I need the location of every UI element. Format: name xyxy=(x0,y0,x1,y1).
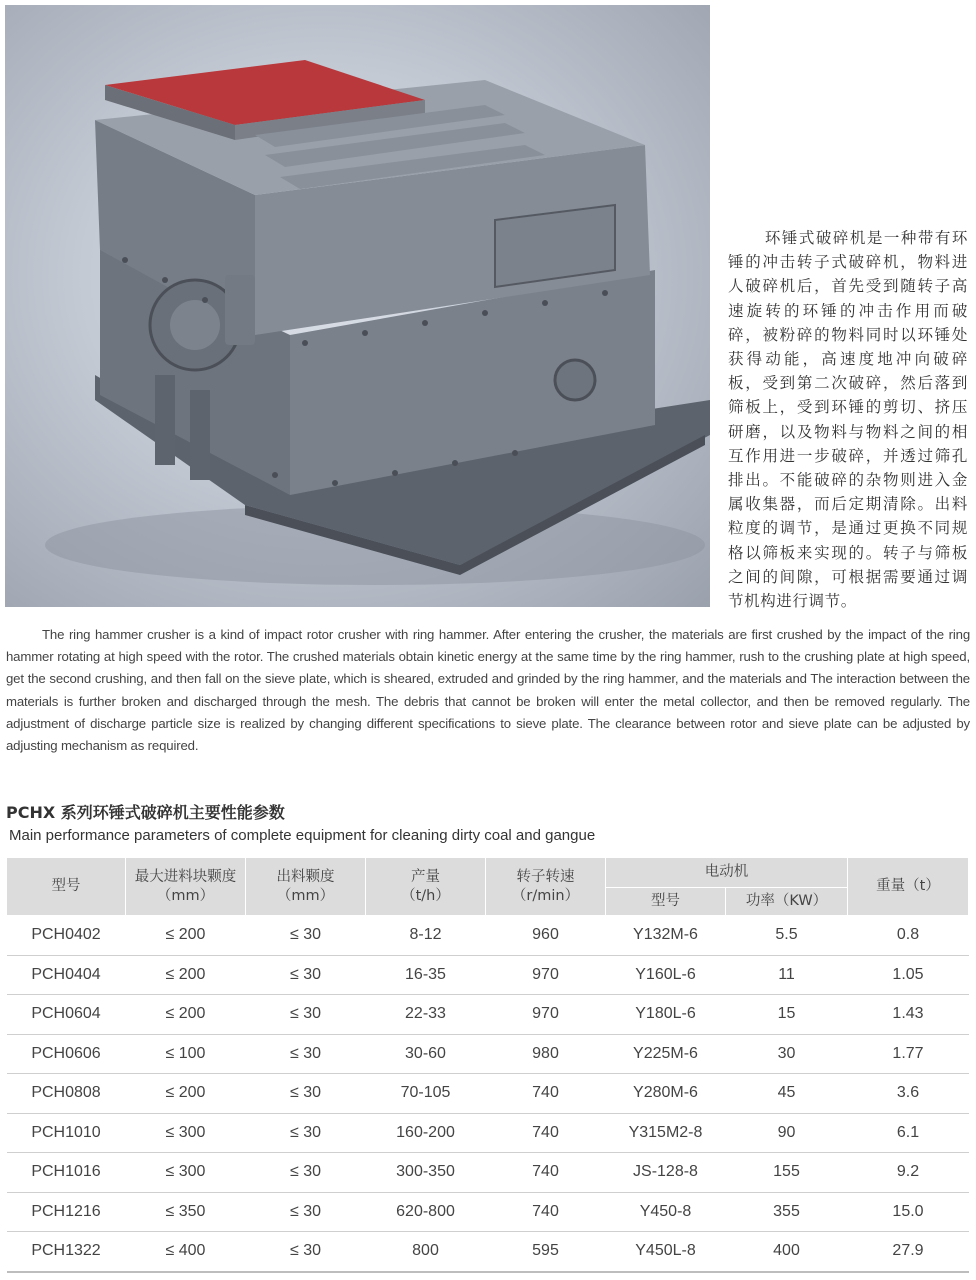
cell-max-feed: ≤ 200 xyxy=(126,916,246,956)
cell-rotor-speed: 970 xyxy=(486,995,606,1035)
cell-rotor-speed: 740 xyxy=(486,1113,606,1153)
header-output xyxy=(366,858,486,916)
header-weight: 重量（t） xyxy=(848,858,969,916)
cell-motor-power: 30 xyxy=(726,1034,848,1074)
table-row xyxy=(7,1074,969,1114)
header-max-feed xyxy=(126,858,246,916)
cell-output: 8-12 xyxy=(366,916,486,956)
table-row xyxy=(7,1192,969,1232)
cell-max-feed: ≤ 200 xyxy=(126,995,246,1035)
cell-discharge: ≤ 30 xyxy=(246,1232,366,1272)
table-row xyxy=(7,1153,969,1193)
crusher-illustration xyxy=(5,5,710,607)
product-photo xyxy=(5,5,710,607)
cell-max-feed: ≤ 100 xyxy=(126,1034,246,1074)
cell-model: PCH1322 xyxy=(7,1232,126,1272)
cell-motor-power: 90 xyxy=(726,1113,848,1153)
cell-rotor-speed: 595 xyxy=(486,1232,606,1272)
cell-output: 300-350 xyxy=(366,1153,486,1193)
cell-model: PCH1016 xyxy=(7,1153,126,1193)
cell-rotor-speed: 740 xyxy=(486,1192,606,1232)
cell-weight: 27.9 xyxy=(848,1232,969,1272)
cell-max-feed: ≤ 350 xyxy=(126,1192,246,1232)
header-output-label: 产量 xyxy=(411,868,440,885)
header-model: 型号 xyxy=(7,858,126,916)
cell-discharge: ≤ 30 xyxy=(246,916,366,956)
cell-rotor-speed: 970 xyxy=(486,955,606,995)
cell-model: PCH1010 xyxy=(7,1113,126,1153)
cell-output: 30-60 xyxy=(366,1034,486,1074)
cell-weight: 1.05 xyxy=(848,955,969,995)
cell-discharge: ≤ 30 xyxy=(246,1113,366,1153)
cell-model: PCH0604 xyxy=(7,995,126,1035)
cell-output: 16-35 xyxy=(366,955,486,995)
cell-motor-power: 5.5 xyxy=(726,916,848,956)
cell-rotor-speed: 740 xyxy=(486,1153,606,1193)
description-chinese-text: 环锤式破碎机是一种带有环锤的冲击转子式破碎机，物料进人破碎机后，首先受到随转子高速旋转的环锤的冲击作用而破碎，被粉碎的物料同时以环锤处获得动能，高速度地冲向破碎板，受到第二次破碎，然后落到筛板上，受到环锤的剪切、挤压研磨，以及物料与物料之间的相互作用进一步破碎，并透过筛孔排出。不能破碎的杂物则进入金属收集器，而后定期清除。出料粒度的调节，是通过更换不同规格以筛板来实现的。转子与筛板之间的间隙，可根据需要通过调节机构进行调节。 xyxy=(728,229,968,611)
cell-output: 22-33 xyxy=(366,995,486,1035)
cell-output: 800 xyxy=(366,1232,486,1272)
cell-motor-power: 45 xyxy=(726,1074,848,1114)
header-rotor-speed-unit: （r/min） xyxy=(511,887,580,904)
cell-motor-model: Y315M2-8 xyxy=(606,1113,726,1153)
header-max-feed-unit: （mm） xyxy=(156,887,215,904)
description-english xyxy=(6,624,970,757)
cell-weight: 1.43 xyxy=(848,995,969,1035)
cell-motor-model: Y160L-6 xyxy=(606,955,726,995)
header-motor-power: 功率（KW） xyxy=(726,888,848,916)
cell-max-feed: ≤ 300 xyxy=(126,1153,246,1193)
cell-motor-model: JS-128-8 xyxy=(606,1153,726,1193)
section-title: PCHX 系列环锤式破碎机主要性能参数 xyxy=(6,803,285,822)
cell-weight: 1.77 xyxy=(848,1034,969,1074)
table-row xyxy=(7,995,969,1035)
cell-output: 160-200 xyxy=(366,1113,486,1153)
cell-discharge: ≤ 30 xyxy=(246,955,366,995)
cell-weight: 6.1 xyxy=(848,1113,969,1153)
cell-rotor-speed: 740 xyxy=(486,1074,606,1114)
header-discharge xyxy=(246,858,366,916)
cell-discharge: ≤ 30 xyxy=(246,1153,366,1193)
header-discharge-unit: （mm） xyxy=(276,887,335,904)
cell-weight: 9.2 xyxy=(848,1153,969,1193)
cell-model: PCH0808 xyxy=(7,1074,126,1114)
header-rotor-speed-label: 转子转速 xyxy=(516,868,575,885)
cell-discharge: ≤ 30 xyxy=(246,1074,366,1114)
header-max-feed-label: 最大进料块颗度 xyxy=(134,868,237,885)
table-row xyxy=(7,1113,969,1153)
cell-rotor-speed: 980 xyxy=(486,1034,606,1074)
header-discharge-label: 出料颗度 xyxy=(276,868,335,885)
cell-output: 70-105 xyxy=(366,1074,486,1114)
table-row xyxy=(7,1034,969,1074)
cell-rotor-speed: 960 xyxy=(486,916,606,956)
cell-max-feed: ≤ 200 xyxy=(126,955,246,995)
cell-motor-model: Y180L-6 xyxy=(606,995,726,1035)
cell-motor-power: 155 xyxy=(726,1153,848,1193)
cell-max-feed: ≤ 200 xyxy=(126,1074,246,1114)
cell-motor-model: Y450L-8 xyxy=(606,1232,726,1272)
table-row xyxy=(7,1232,969,1272)
header-output-unit: （t/h） xyxy=(401,887,450,904)
cell-weight: 0.8 xyxy=(848,916,969,956)
cell-motor-power: 15 xyxy=(726,995,848,1035)
cell-discharge: ≤ 30 xyxy=(246,1034,366,1074)
description-english-text: The ring hammer crusher is a kind of impact rotor crusher with ring hammer. After entering the crusher, the materials are first crushed by the impact of the ring hammer rotating at high speed with the rotor. The crushed materials obtain kinetic energy at the same time by the ring hammer, rush to the crushing plate at high speed, get the second crushing, and then fall on the sieve plate, which is sheared, extruded and grinded by the ring hammer, and the materials and The interaction between the materials is further broken and discharged through the mesh. The debris that cannot be broken will enter the metal collector, and then be removed regularly. The adjustment of discharge particle size is realized by changing different specifications to sieve plate. The clearance between rotor and sieve plate can be adjusted by adjusting mechanism as required. xyxy=(6,627,970,754)
cell-weight: 15.0 xyxy=(848,1192,969,1232)
cell-model: PCH0402 xyxy=(7,916,126,956)
cell-motor-power: 400 xyxy=(726,1232,848,1272)
cell-motor-model: Y280M-6 xyxy=(606,1074,726,1114)
cell-max-feed: ≤ 400 xyxy=(126,1232,246,1272)
cell-model: PCH0606 xyxy=(7,1034,126,1074)
cell-discharge: ≤ 30 xyxy=(246,1192,366,1232)
cell-motor-model: Y225M-6 xyxy=(606,1034,726,1074)
cell-weight: 3.6 xyxy=(848,1074,969,1114)
header-motor: 电动机 xyxy=(606,858,848,888)
table-row xyxy=(7,916,969,956)
header-motor-model: 型号 xyxy=(606,888,726,916)
header-rotor-speed xyxy=(486,858,606,916)
cell-motor-model: Y450-8 xyxy=(606,1192,726,1232)
table-row xyxy=(7,955,969,995)
cell-model: PCH1216 xyxy=(7,1192,126,1232)
cell-motor-power: 11 xyxy=(726,955,848,995)
cell-motor-model: Y132M-6 xyxy=(606,916,726,956)
cell-output: 620-800 xyxy=(366,1192,486,1232)
performance-table xyxy=(6,857,969,1273)
cell-model: PCH0404 xyxy=(7,955,126,995)
section-subtitle: Main performance parameters of complete equipment for cleaning dirty coal and gangue xyxy=(9,827,596,844)
description-chinese xyxy=(728,226,968,613)
cell-motor-power: 355 xyxy=(726,1192,848,1232)
cell-max-feed: ≤ 300 xyxy=(126,1113,246,1153)
cell-discharge: ≤ 30 xyxy=(246,995,366,1035)
